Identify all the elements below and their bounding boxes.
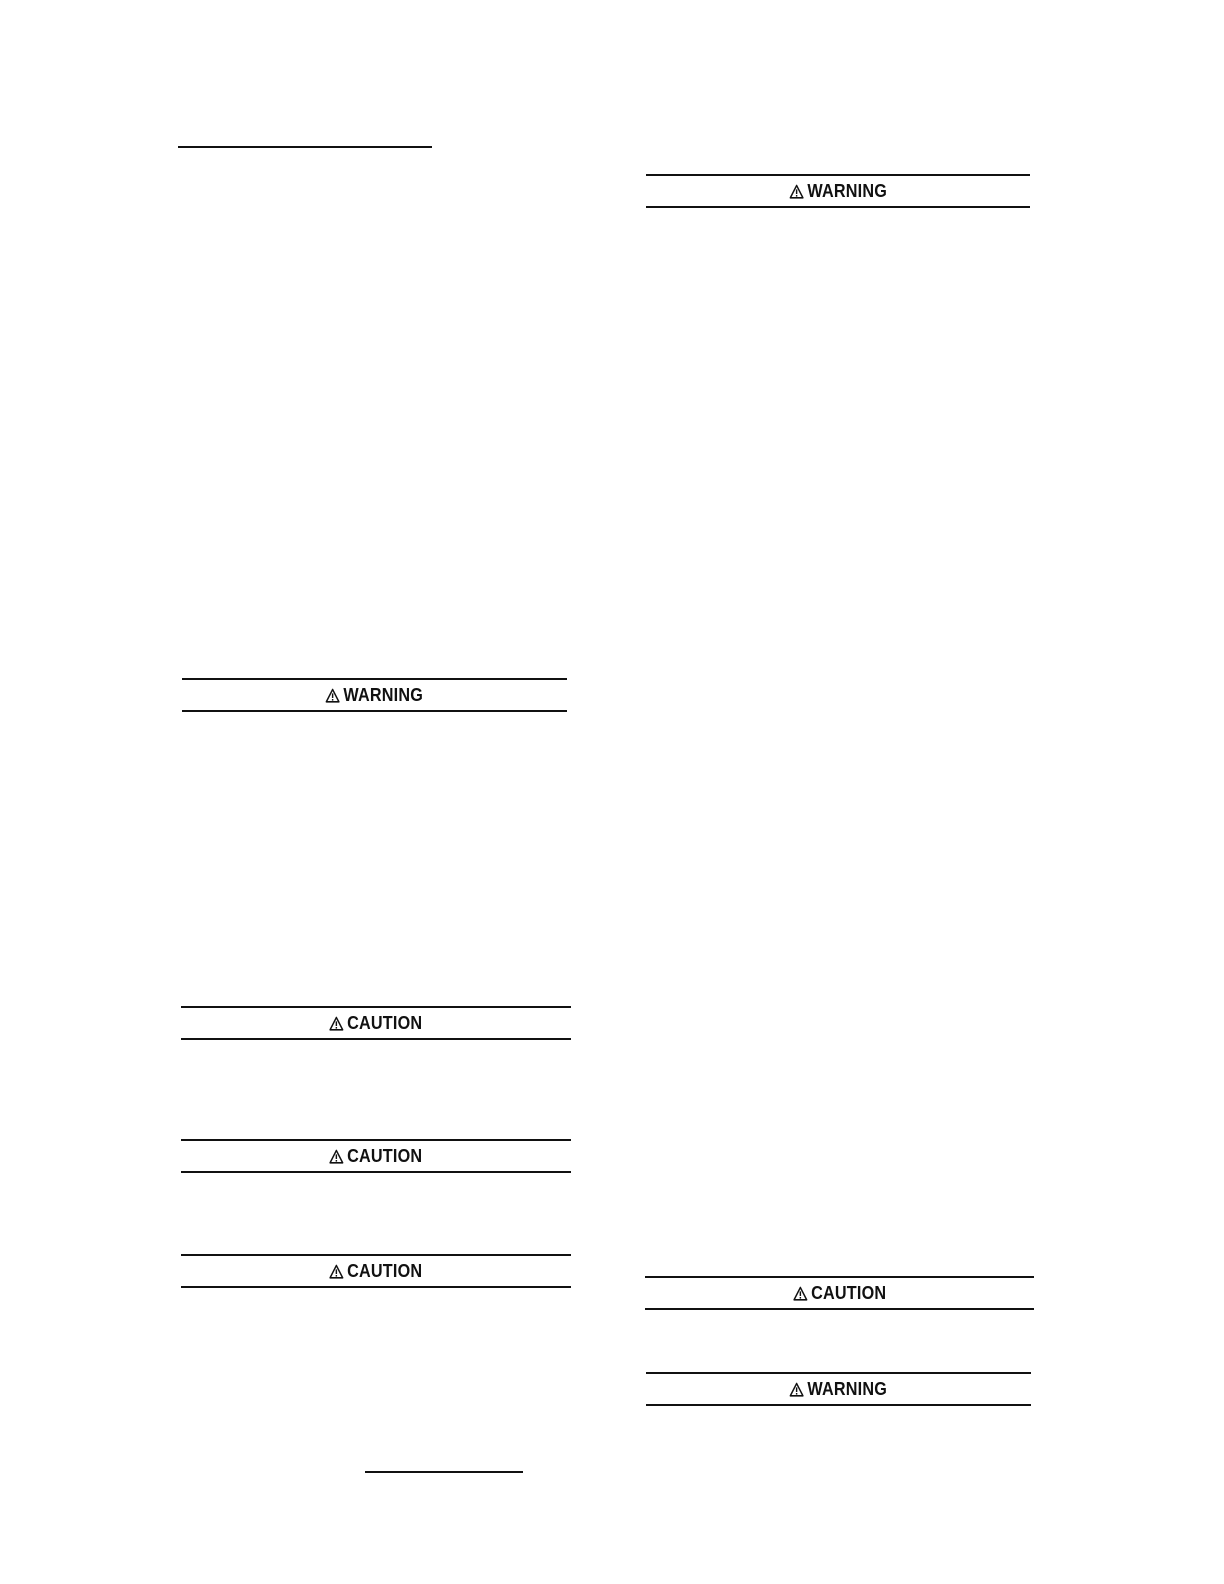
notice-label: WARNING <box>807 1378 888 1399</box>
notice-label: WARNING <box>807 180 887 201</box>
warning-triangle-icon <box>329 1149 343 1164</box>
warning-notice-right-bottom <box>646 1372 1031 1406</box>
footer-rule <box>365 1471 523 1473</box>
warning-triangle-icon <box>790 1382 804 1397</box>
warning-triangle-icon <box>329 1016 343 1031</box>
notice-label: CAUTION <box>347 1260 423 1281</box>
warning-triangle-icon <box>789 184 803 199</box>
warning-triangle-icon <box>326 688 340 703</box>
notice-label: WARNING <box>343 684 424 705</box>
warning-triangle-icon <box>329 1264 343 1279</box>
caution-notice-left-1 <box>181 1006 571 1040</box>
header-rule <box>178 146 432 148</box>
warning-triangle-icon <box>793 1286 807 1301</box>
warning-notice-left <box>182 678 567 712</box>
notice-label: CAUTION <box>347 1145 423 1166</box>
caution-notice-left-3 <box>181 1254 571 1288</box>
caution-notice-left-2 <box>181 1139 571 1173</box>
notice-label: CAUTION <box>810 1282 887 1303</box>
warning-notice-right-top <box>646 174 1030 208</box>
caution-notice-right <box>645 1276 1034 1310</box>
notice-label: CAUTION <box>347 1012 423 1033</box>
